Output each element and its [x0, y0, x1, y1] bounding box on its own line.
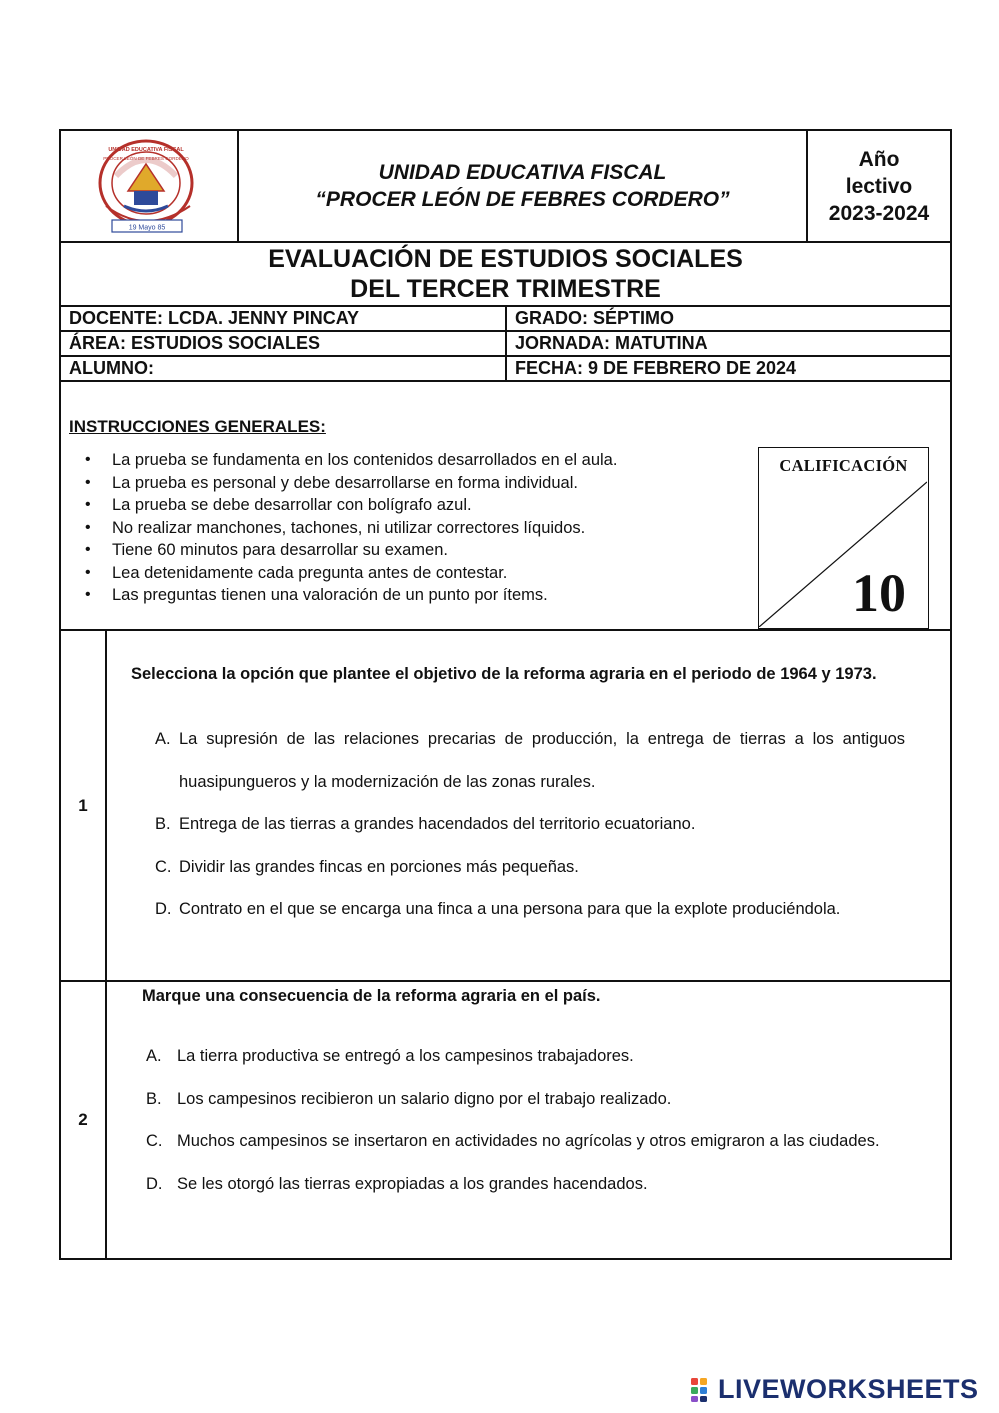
logo-arc-text: UNIDAD EDUCATIVA FISCAL [108, 147, 184, 153]
question-text: Marque una consecuencia de la reforma agraria en el país. [142, 987, 601, 1005]
exam-title-line2: DEL TERCER TRIMESTRE [350, 275, 661, 303]
options-list [146, 1035, 916, 1205]
option-text: La supresión de las relaciones precarias de producción, la entrega de tierras a los antiguos huasipungueros y la modernización de las zonas rurales. [179, 730, 905, 791]
question-2 [61, 982, 950, 1258]
option-letter: B. [146, 1089, 162, 1108]
instruction-item: • Tiene 60 minutos para desarrollar su examen. [81, 539, 617, 562]
option-letter: D. [155, 900, 172, 918]
option-text: La tierra productiva se entregó a los campesinos trabajadores. [177, 1047, 634, 1065]
teacher-field: DOCENTE: LCDA. JENNY PINCAY [61, 307, 507, 330]
question-1 [61, 631, 950, 982]
info-row-student [61, 357, 950, 382]
date-field: FECHA: 9 DE FEBRERO DE 2024 [515, 358, 797, 378]
instruction-item: • Lea detenidamente cada pregunta antes de contestar. [81, 562, 617, 585]
grade-level-field: GRADO: SÉPTIMO [515, 308, 675, 328]
question-number: 2 [61, 982, 107, 1258]
grade-box[interactable] [758, 447, 929, 629]
instructions-section [61, 382, 950, 631]
student-name-field[interactable]: ALUMNO: [61, 357, 507, 380]
logo-side-text: PROCER LEÓN DE FEBRES CORDERO [103, 156, 189, 161]
school-logo-cell [61, 131, 239, 241]
option-text: Contrato en el que se encarga una finca a una persona para que la explote produciéndola. [179, 900, 841, 918]
option-a[interactable] [155, 718, 905, 803]
option-a[interactable] [146, 1035, 916, 1078]
exam-sheet [59, 129, 952, 1260]
option-text: Se les otorgó las tierras expropiadas a los grandes hacendados. [177, 1174, 648, 1193]
question-text: Selecciona la opción que plantee el objetivo de la reforma agraria en el periodo de 1964 y 1973. [131, 665, 877, 683]
info-row-area [61, 332, 950, 357]
option-letter: A. [155, 730, 171, 748]
grade-label: CALIFICACIÓN [779, 456, 908, 475]
option-text: Dividir las grandes fincas en porciones más pequeñas. [179, 857, 579, 876]
school-name [239, 131, 808, 241]
logo-banner-text: 19 Mayo 85 [128, 224, 166, 232]
question-body [107, 982, 950, 1258]
header [61, 131, 950, 243]
option-c[interactable] [146, 1120, 916, 1163]
option-letter: D. [146, 1174, 163, 1193]
instructions-title: INSTRUCCIONES GENERALES: [69, 417, 326, 436]
school-seal-logo [94, 136, 204, 236]
shift-field: JORNADA: MATUTINA [515, 333, 708, 353]
option-text: Entrega de las tierras a grandes hacendados del territorio ecuatoriano. [179, 815, 696, 833]
option-letter: A. [146, 1047, 162, 1065]
option-letter: B. [155, 815, 171, 833]
instruction-item: • La prueba se debe desarrollar con bolígrafo azul. [81, 494, 617, 517]
school-year-line1: Año [858, 147, 900, 171]
options-list [155, 718, 905, 931]
question-body [107, 631, 950, 980]
option-d[interactable] [146, 1163, 916, 1206]
option-d[interactable] [155, 888, 905, 931]
option-c[interactable] [155, 846, 905, 889]
exam-title-line1: EVALUACIÓN DE ESTUDIOS SOCIALES [268, 245, 743, 273]
exam-title [61, 243, 950, 307]
liveworksheets-footer [690, 1374, 979, 1405]
grade-max-score: 10 [852, 563, 906, 623]
school-year-value: 2023-2024 [828, 201, 930, 225]
option-text: Los campesinos recibieron un salario digno por el trabajo realizado. [177, 1089, 672, 1108]
info-row-docente [61, 307, 950, 332]
school-year [808, 131, 950, 241]
instruction-item: • Las preguntas tienen una valoración de un punto por ítems. [81, 584, 617, 607]
option-b[interactable] [146, 1078, 916, 1121]
school-name-line1: UNIDAD EDUCATIVA FISCAL [378, 161, 667, 184]
option-letter: C. [146, 1132, 163, 1150]
school-year-line2: lectivo [845, 174, 913, 198]
instruction-item: • No realizar manchones, tachones, ni utilizar correctores líquidos. [81, 517, 617, 540]
liveworksheets-logo-icon [690, 1377, 716, 1403]
option-b[interactable] [155, 803, 905, 846]
option-letter: C. [155, 857, 172, 876]
question-number: 1 [61, 631, 107, 980]
instruction-item: • La prueba es personal y debe desarrollarse en forma individual. [81, 472, 617, 495]
option-text: Muchos campesinos se insertaron en actividades no agrícolas y otros emigraron a las ciudades. [177, 1132, 880, 1150]
instructions-list [81, 449, 617, 607]
school-name-line2: “PROCER LEÓN DE FEBRES CORDERO” [315, 188, 730, 211]
instruction-item: • La prueba se fundamenta en los contenidos desarrollados en el aula. [81, 449, 617, 472]
subject-area-field: ÁREA: ESTUDIOS SOCIALES [61, 332, 507, 355]
liveworksheets-brand-text: LIVEWORKSHEETS [718, 1374, 979, 1404]
